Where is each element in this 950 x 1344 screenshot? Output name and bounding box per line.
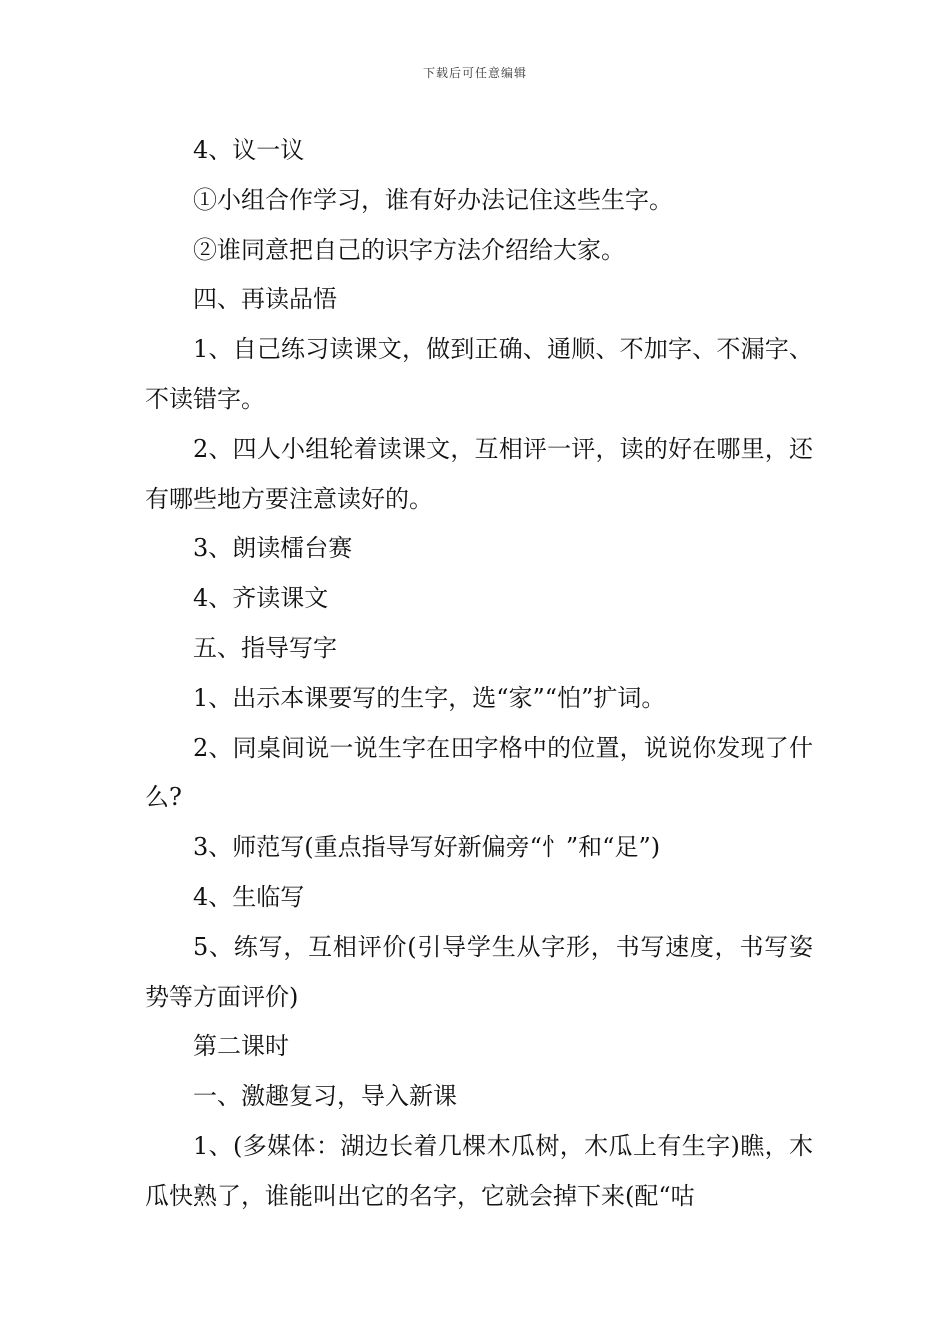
paragraph: ②谁同意把自己的识字方法介绍给大家。	[193, 235, 625, 264]
paragraph: 4、齐读课文	[193, 584, 329, 613]
paragraph: ①小组合作学习，谁有好办法记住这些生字。	[193, 185, 673, 214]
document-body	[145, 126, 813, 1222]
paragraph: 4、议一议	[193, 136, 305, 164]
page-header: 下载后可任意编辑	[422, 66, 527, 80]
paragraph: 1、(多媒体：湖边长着几棵木瓜树，木瓜上有生字)瞧，木瓜快熟了，谁能叫出它的名字，它就会掉下来(配“咕	[145, 1131, 813, 1210]
section-heading: 四、再读品悟	[193, 285, 337, 314]
paragraph: 2、同桌间说一说生字在田字格中的位置，说说你发现了什么?	[145, 733, 813, 812]
section-heading: 一、激趣复习，导入新课	[193, 1082, 457, 1111]
paragraph: 5、练写，互相评价(引导学生从字形，书写速度，书写姿势等方面评价)	[145, 932, 813, 1011]
paragraph: 3、师范写(重点指导写好新偏旁“忄”和“足”)	[193, 833, 661, 862]
paragraph: 3、朗读檑台赛	[193, 534, 353, 563]
paragraph: 1、自己练习读课文，做到正确、通顺、不加字、不漏字、不读错字。	[145, 335, 813, 413]
lesson-heading: 第二课时	[193, 1032, 289, 1061]
paragraph: 2、四人小组轮着读课文，互相评一评，读的好在哪里，还有哪些地方要注意读好的。	[145, 434, 813, 513]
section-heading: 五、指导写字	[193, 633, 337, 662]
paragraph: 1、出示本课要写的生字，选“家”“怕”扩词。	[193, 683, 666, 712]
paragraph: 4、生临写	[193, 882, 305, 911]
